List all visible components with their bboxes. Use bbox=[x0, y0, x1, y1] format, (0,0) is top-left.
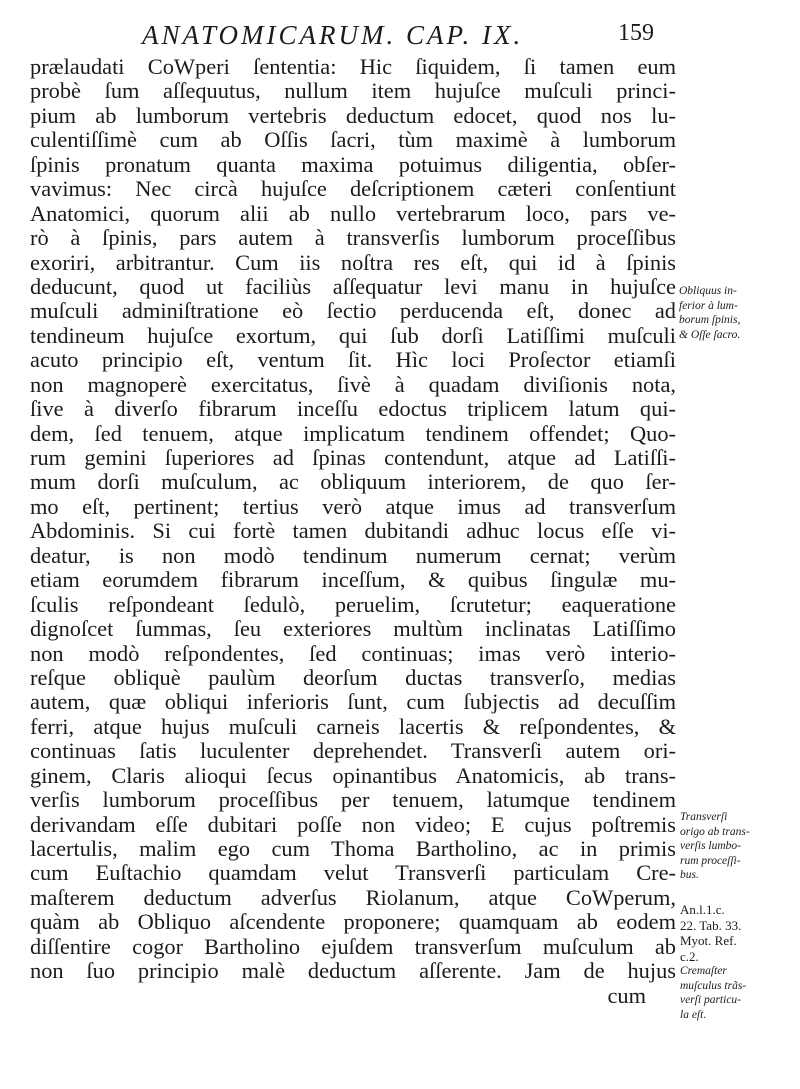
text-line: dignoſcet ſummas, ſeu exteriores multùm inclinatas Latiſſimo bbox=[30, 617, 676, 642]
running-header bbox=[140, 18, 660, 54]
body-text bbox=[30, 55, 676, 1008]
text-line: vavimus: Nec circà hujuſce deſcriptionem cæteri conſentiunt bbox=[30, 177, 676, 202]
text-line: reſque obliquè paulùm deorſum ductas transverſo, medias bbox=[30, 665, 676, 690]
text-line: lacertulis, malim ego cum Thoma Bartholino, ac in primis bbox=[30, 837, 676, 861]
text-line: ſpinis pronatum quanta maxima potuimus diligentia, obſer- bbox=[30, 152, 676, 177]
text-line: etiam eorumdem fibrarum inceſſum, & quibus ſingulæ mu- bbox=[30, 568, 676, 593]
margin-note-reference bbox=[680, 902, 795, 964]
text-line: muſculi adminiſtratione eò ſectio perducenda eſt, donec ad bbox=[30, 299, 676, 324]
text-line: mum dorſi muſculum, ac obliquum interiorem, de quo ſer- bbox=[30, 470, 676, 495]
page-number: 159 bbox=[618, 20, 654, 46]
text-line: quàm ab Obliquo aſcendente proponere; quamquam ab eodem bbox=[30, 910, 676, 935]
text-line: ferri, atque hujus muſculi carneis lacertis & reſpondentes, & bbox=[30, 714, 676, 739]
text-line: deatur, is non modò tendinum numerum cernat; verùm bbox=[30, 543, 676, 568]
margin-note-line: muſculus trãs- bbox=[680, 979, 747, 992]
text-line: exoriri, arbitrantur. Cum iis noſtra res eſt, qui id à ſpinis bbox=[30, 250, 676, 275]
margin-note-line: bus. bbox=[680, 869, 699, 882]
text-line: probè ſum aſſequutus, nullum item hujuſce muſculi princi- bbox=[30, 79, 676, 104]
text-line: verſis lumborum proceſſibus per tenuem, latumque tendinem bbox=[30, 788, 676, 813]
margin-note-line: rum proceſſi- bbox=[680, 854, 741, 867]
text-line: Anatomici, quorum alii ab nullo vertebrarum loco, pars ve- bbox=[30, 201, 676, 226]
text-line: diſſentire cogor Bartholino ejuſdem transverſum muſculum ab bbox=[30, 934, 676, 959]
text-line: non magnoperè exercitatus, ſivè à quadam diviſionis nota, bbox=[30, 372, 676, 397]
catchword: cum bbox=[607, 983, 646, 1008]
text-line: prælaudati CoWperi ſententia: Hic ſiquidem, ſi tamen eum bbox=[30, 55, 676, 79]
margin-note-line: & Oſſe ſacro. bbox=[679, 328, 741, 341]
text-line: derivandam eſſe dubitari poſſe non video; E cujus poſtremis bbox=[30, 812, 676, 837]
margin-note-line: Obliquus in- bbox=[679, 285, 737, 297]
text-line: maſterem deductum adverſus Riolanum, atque CoWperum, bbox=[30, 885, 676, 910]
text-line: ſive à diverſo fibrarum inceſſu edoctus triplicem latum qui- bbox=[30, 397, 676, 422]
margin-note-line: c.2. bbox=[680, 948, 699, 964]
text-line: Abdominis. Si cui fortè tamen dubitandi adhuc locus eſſe vi- bbox=[30, 519, 676, 544]
margin-note-line: verſis lumbo- bbox=[680, 840, 742, 853]
text-line: rò à ſpinis, pars autem à transverſis lumborum proceſſibus bbox=[30, 226, 676, 251]
margin-note-line: origo ab trans- bbox=[680, 825, 750, 838]
text-line: dem, ſed tenuem, atque implicatum tendinem offendet; Quo- bbox=[30, 421, 676, 446]
margin-note-cremaster bbox=[680, 964, 790, 1022]
text-line: ginem, Claris alioqui ſecus opinantibus Anatomicis, ab trans- bbox=[30, 763, 676, 788]
text-line: continuas ſatis luculenter deprehendet. Transverſi autem ori- bbox=[30, 739, 676, 764]
text-line: tendineum hujuſce exortum, qui ſub dorſi Latiſſimi muſculi bbox=[30, 323, 676, 348]
margin-note-line: 22. Tab. 33. bbox=[680, 917, 742, 933]
margin-note-line: Transverſi bbox=[680, 811, 728, 823]
margin-note-line: verſi particu- bbox=[680, 994, 741, 1007]
margin-note-obliquus bbox=[679, 284, 791, 342]
margin-note-line: ferior à lum- bbox=[679, 299, 738, 312]
text-line: acuto principio eſt, ventum ſit. Hìc loci Proſector etiamſi bbox=[30, 348, 676, 373]
text-line: non ſuo principio malè deductum aſſerente. Jam de hujus bbox=[30, 959, 676, 984]
margin-note-line: Myot. Ref. bbox=[680, 933, 737, 949]
text-line: autem, quæ obliqui inferioris ſunt, cum ſubjectis ad decuſſim bbox=[30, 690, 676, 715]
text-line: non modò reſpondentes, ſed continuas; imas verò interio- bbox=[30, 641, 676, 666]
margin-note-line: Cremaſter bbox=[680, 965, 727, 977]
text-line: culentiſſimè cum ab Oſſis ſacri, tùm maximè à lumborum bbox=[30, 128, 676, 153]
margin-note-transversi bbox=[680, 810, 790, 883]
text-line: deducunt, quod ut faciliùs aſſequatur levi manu in hujuſce bbox=[30, 274, 676, 299]
running-title: ANATOMICARUM. CAP. IX. bbox=[142, 20, 524, 50]
text-line: mo eſt, pertinent; tertius verò atque imus ad transverſum bbox=[30, 494, 676, 519]
text-line: pium ab lumborum vertebris deductum edocet, quod nos lu- bbox=[30, 103, 676, 128]
text-line: rum gemini ſuperiores ad ſpinas contendunt, atque ad Latiſſi- bbox=[30, 446, 676, 470]
margin-note-line: borum ſpinis, bbox=[679, 314, 741, 327]
text-line: ſculis reſpondeant ſedulò, peruelim, ſcrutetur; eaqueratione bbox=[30, 592, 676, 617]
margin-note-line: An.l.1.c. bbox=[680, 902, 725, 917]
text-line: cum Euſtachio quamdam velut Transverſi particulam Cre- bbox=[30, 861, 676, 886]
margin-note-line: la eſt. bbox=[680, 1008, 707, 1021]
